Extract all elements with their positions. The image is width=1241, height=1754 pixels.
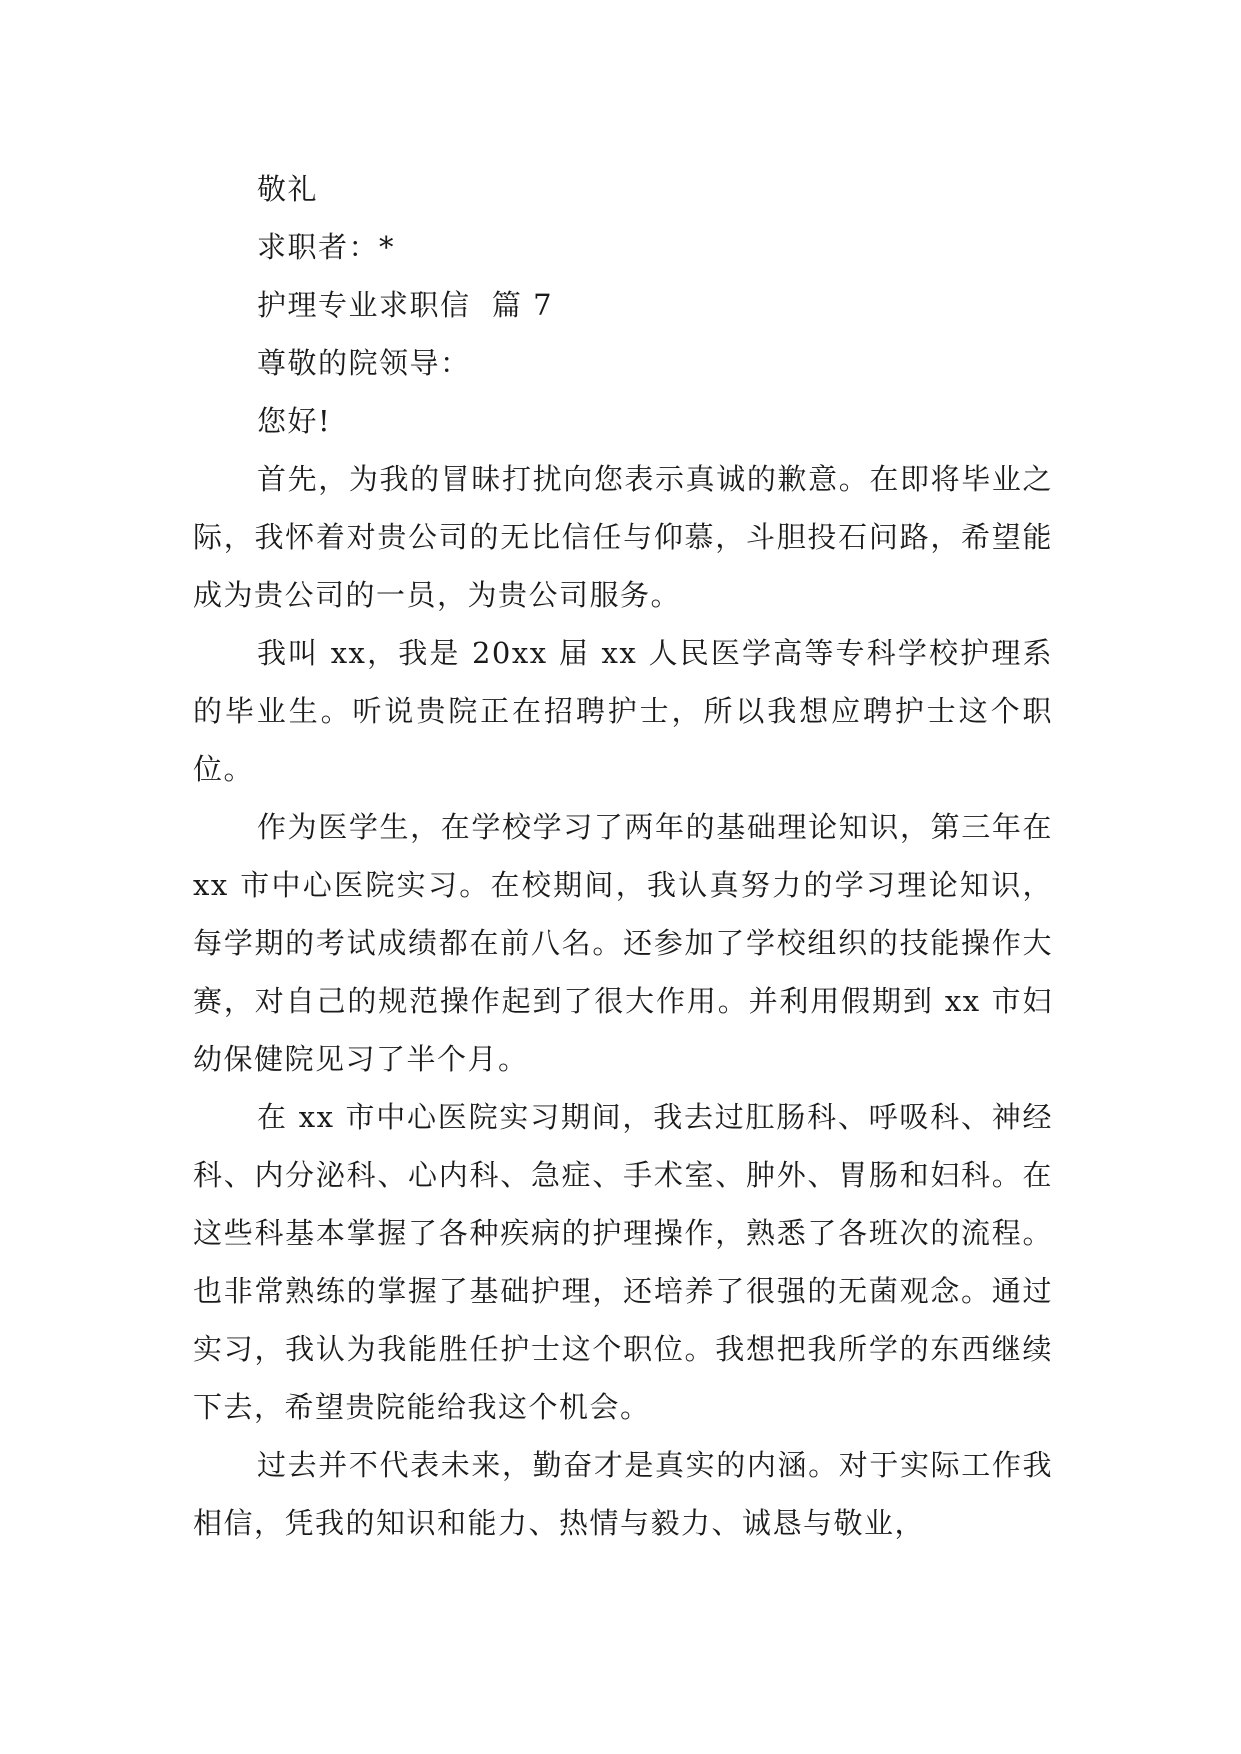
paragraph-commitment: 过去并不代表未来，勤奋才是真实的内涵。对于实际工作我相信，凭我的知识和能力、热情与毅力、诚恳与敬业， <box>193 1448 1053 1540</box>
signature-line: 求职者：* <box>257 230 396 264</box>
salutation: 尊敬的院领导： <box>257 346 471 380</box>
paragraph-introduction: 我叫 xx，我是 20xx 届 xx 人民医学高等专科学校护理系的毕业生。听说贵院正在招聘护士，所以我想应聘护士这个职位。 <box>193 636 1053 786</box>
greeting: 您好! <box>257 404 332 438</box>
paragraph-internship: 在 xx 市中心医院实习期间，我去过肛肠科、呼吸科、神经科、内分泌科、心内科、急症、手术室、肿外、胃肠和妇科。在这些科基本掌握了各种疾病的护理操作，熟悉了各班次的流程。也非常熟练的掌握了基础护理，还培养了很强的无菌观念。通过实习，我认为我能胜任护士这个职位。我想把我所学的东西继续下去，希望贵院能给我这个机会。 <box>193 1100 1053 1424</box>
letter-heading: 护理专业求职信 篇 7 <box>257 288 554 322</box>
closing-text: 敬礼 <box>257 172 319 206</box>
letter-body <box>193 160 1053 1552</box>
paragraph-apology: 首先，为我的冒昧打扰向您表示真诚的歉意。在即将毕业之际，我怀着对贵公司的无比信任与仰慕，斗胆投石问路，希望能成为贵公司的一员，为贵公司服务。 <box>193 462 1053 612</box>
paragraph-education: 作为医学生，在学校学习了两年的基础理论知识，第三年在 xx 市中心医院实习。在校期间，我认真努力的学习理论知识，每学期的考试成绩都在前八名。还参加了学校组织的技能操作大赛，对自己的规范操作起到了很大作用。并利用假期到 xx 市妇幼保健院见习了半个月。 <box>193 810 1053 1076</box>
